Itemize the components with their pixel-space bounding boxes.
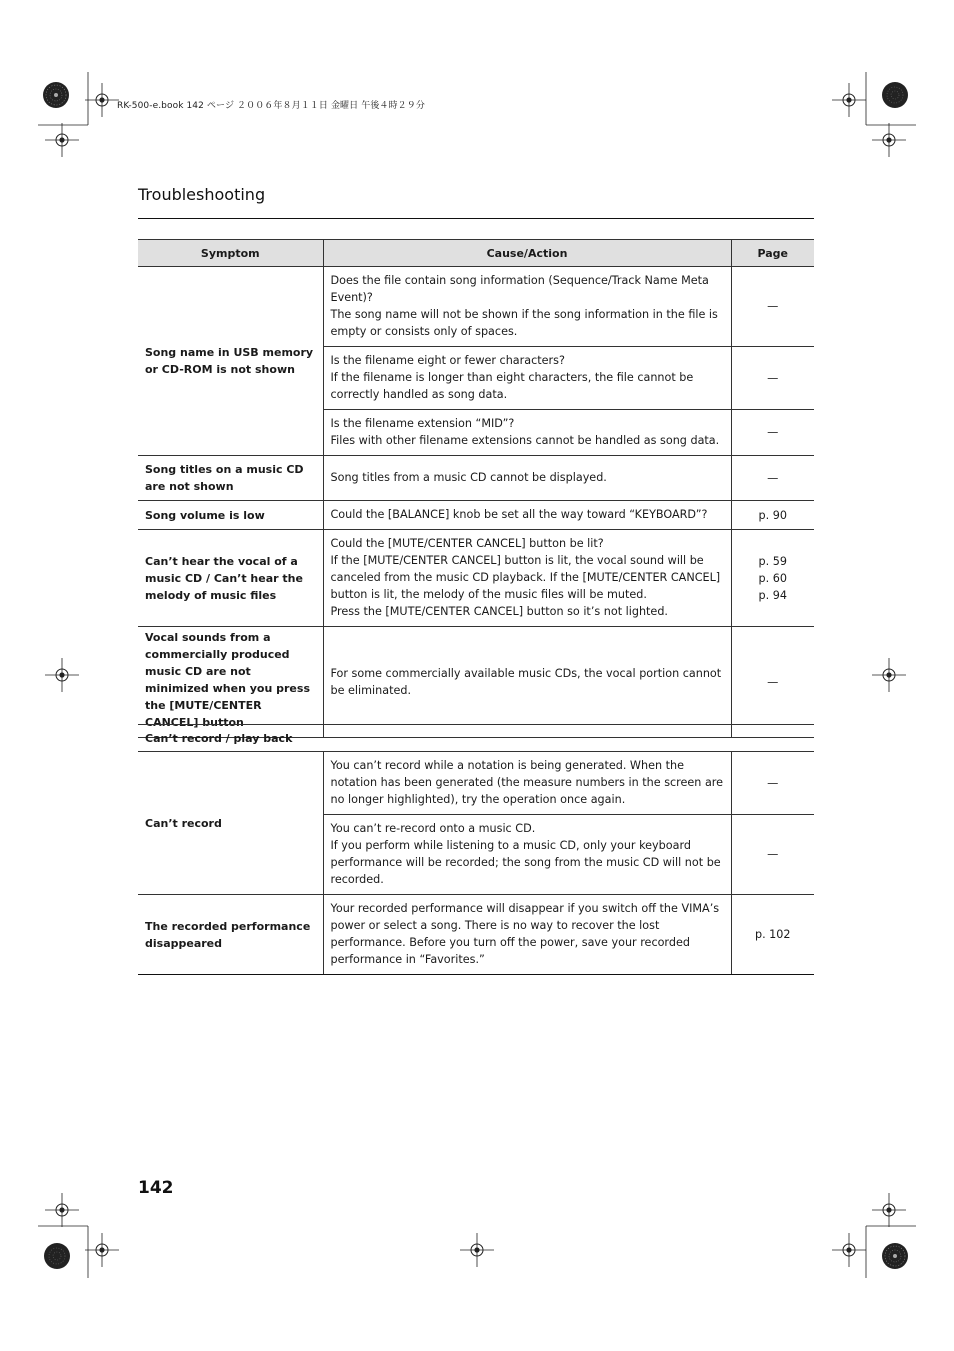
cause-line: If the filename is longer than eight characters, the file cannot be correctly handled as song data. [330,371,694,401]
symptom-cell: The recorded performance disappeared [138,895,323,975]
symptom-cell: Vocal sounds from a commercially produced music CD are not minimized when you press the [MUTE/CENTER CANCEL] button [138,627,323,738]
symptom-cell: Song name in USB memory or CD-ROM is not shown [138,267,323,456]
table-row [138,501,814,530]
crosshair-mark [832,1233,866,1267]
corner-sunburst-mark [882,1243,908,1269]
corner-sunburst-mark [43,82,69,108]
cause-line: Your recorded performance will disappear if you switch off the VIMA’s power or select a song. There is no way to recover the lost performance. Before you turn off the power, save your recorded performance in “Favorites.” [330,902,720,966]
crosshair-mark [45,658,79,692]
table-row [138,530,814,627]
cause-line: The song name will not be shown if the song information in the file is empty or consists only of spaces. [330,308,718,338]
cause-line: Press the [MUTE/CENTER CANCEL] button so it’s not lighted. [330,605,668,618]
cause-line: You can’t re-record onto a music CD. [330,822,536,835]
troubleshooting-table [138,239,814,738]
symptom-cell: Song titles on a music CD are not shown [138,456,323,501]
cause-line: Does the file contain song information (Sequence/Track Name Meta Event)? [330,274,709,304]
category-row [138,725,814,752]
table-header-row [138,240,814,267]
cause-cell [323,347,731,410]
page-cell: — [731,456,814,501]
table-row [138,752,814,815]
crosshair-mark [872,123,906,157]
cause-line: Is the filename extension “MID”? [330,417,515,430]
category-heading: Can’t record / play back [138,725,814,752]
page-cell: p. 102 [731,895,814,975]
section-title: Troubleshooting [138,185,266,204]
cause-line: Could the [MUTE/CENTER CANCEL] button be lit? [330,537,604,550]
page-cell: — [731,752,814,815]
table-row [138,267,814,347]
page-ref: p. 60 [758,571,787,585]
page-ref: p. 94 [758,588,787,602]
header-symptom: Symptom [138,240,323,267]
header-cause-action: Cause/Action [323,240,731,267]
crosshair-mark [872,1193,906,1227]
symptom-cell: Can’t hear the vocal of a music CD / Can’t hear the melody of music files [138,530,323,627]
cause-cell [323,410,731,456]
page-ref: p. 59 [758,554,787,568]
cause-cell [323,895,731,975]
cause-cell [323,267,731,347]
cause-line: If you perform while listening to a music CD, only your keyboard performance will be recorded; the song from the music CD will not be recorded. [330,839,721,886]
cause-cell [323,456,731,501]
crosshair-mark [45,123,79,157]
crosshair-mark [460,1233,494,1267]
symptom-cell: Can’t record [138,752,323,895]
crosshair-mark [45,1193,79,1227]
page-cell [731,530,814,627]
cause-cell [323,530,731,627]
table-row [138,895,814,975]
cause-line: If the [MUTE/CENTER CANCEL] button is lit, the vocal sound will be canceled from the music CD playback. If the [MUTE/CENTER CANCEL] button is lit, the melody of the music files will be muted. [330,554,721,601]
header-page: Page [731,240,814,267]
cause-cell [323,627,731,738]
page-number: 142 [138,1178,174,1198]
page-cell: — [731,815,814,895]
cause-cell [323,752,731,815]
symptom-cell: Song volume is low [138,501,323,530]
page-cell: — [731,267,814,347]
crosshair-mark [85,83,119,117]
cause-cell [323,815,731,895]
crosshair-mark [872,658,906,692]
page-cell: p. 90 [731,501,814,530]
cause-line: You can’t record while a notation is being generated. When the notation has been generated (the measure numbers in the screen are no longer highlighted), try the operation once again. [330,759,724,806]
cause-line: Could the [BALANCE] knob be set all the way toward “KEYBOARD”? [330,508,708,521]
cause-line: For some commercially available music CDs, the vocal portion cannot be eliminated. [330,666,722,697]
crosshair-mark [832,83,866,117]
page-cell: — [731,410,814,456]
corner-dotted-mark [44,1243,70,1269]
cause-cell [323,501,731,530]
table-row [138,627,814,738]
cause-line: Files with other filename extensions cannot be handled as song data. [330,434,720,447]
title-rule [138,218,814,219]
crosshair-mark [85,1233,119,1267]
recording-troubleshooting-table [138,724,814,975]
page-cell: — [731,627,814,738]
print-header: RK-500-e.book 142 ページ ２００６年８月１１日 金曜日 午後４時２９分 [117,101,425,111]
cause-line: Song titles from a music CD cannot be displayed. [330,471,607,484]
page-cell: — [731,347,814,410]
cause-line: Is the filename eight or fewer characters? [330,354,565,367]
table-row [138,456,814,501]
corner-dotted-mark [882,82,908,108]
